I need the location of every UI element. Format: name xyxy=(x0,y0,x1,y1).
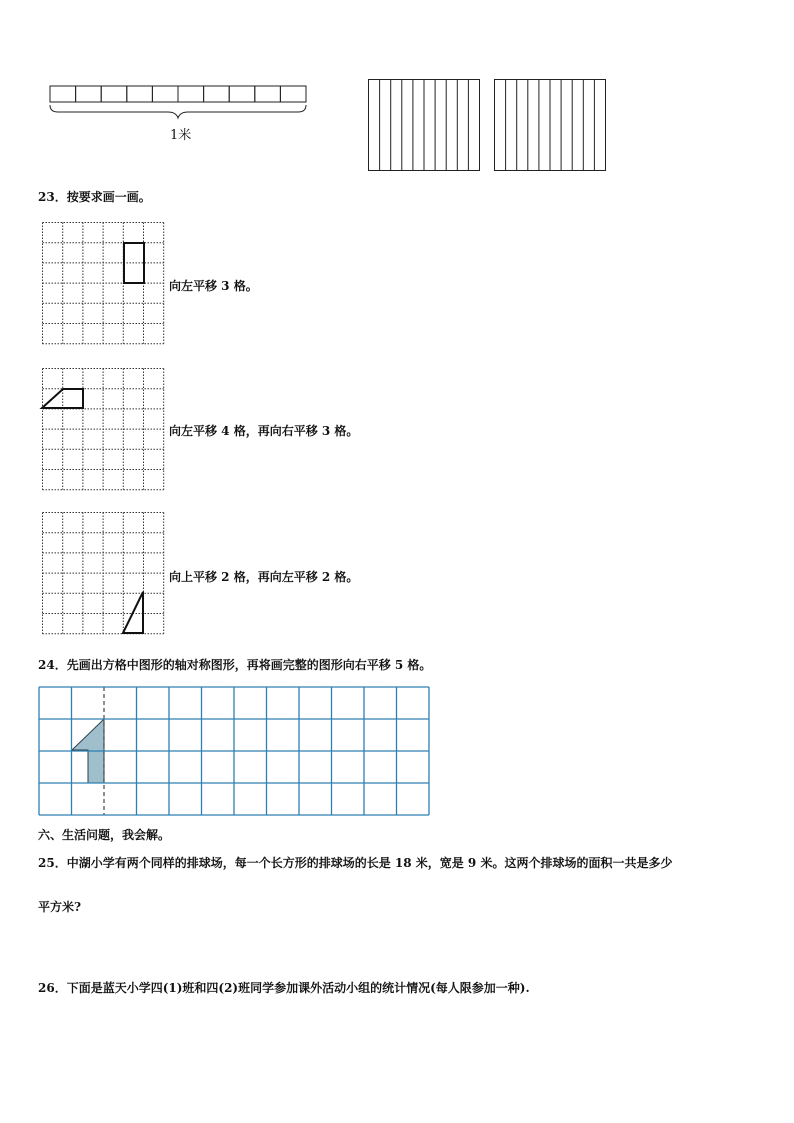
q25-line1: 25．中湖小学有两个同样的排球场，每一个长方形的排球场的长是 18 米，宽是 9 米。这两个排球场的面积一共是多少 xyxy=(38,856,673,870)
q23-grid-1 xyxy=(42,222,166,346)
q25-line2: 平方米? xyxy=(38,900,82,914)
q23-instruction-2: 向左平移 4 格，再向右平移 3 格。 xyxy=(169,424,359,438)
stripe-square-right xyxy=(494,79,606,171)
strip-cell xyxy=(255,86,281,102)
q23-instruction-1: 向左平移 3 格。 xyxy=(169,279,258,293)
stripe-square-left xyxy=(368,79,480,171)
triangle-shape xyxy=(123,592,143,633)
strip-cell xyxy=(76,86,102,102)
strip-cell xyxy=(152,86,178,102)
meter-label: 1米 xyxy=(170,128,192,143)
strip-cell xyxy=(204,86,230,102)
strip-cell xyxy=(178,86,204,102)
q23-title: 23．按要求画一画。 xyxy=(38,190,151,204)
strip-cell xyxy=(229,86,255,102)
q23-grid-2 xyxy=(42,368,166,492)
brace xyxy=(50,105,306,118)
strip-cell xyxy=(101,86,127,102)
q24-title: 24．先画出方格中图形的轴对称图形，再将画完整的图形向右平移 5 格。 xyxy=(38,658,432,672)
q25-text xyxy=(38,841,753,929)
q23-instruction-3: 向上平移 2 格，再向左平移 2 格。 xyxy=(169,570,359,584)
section6-title: 六、生活问题，我会解。 xyxy=(38,828,171,842)
strip-cell xyxy=(280,86,306,102)
q23-grid-3 xyxy=(42,512,166,636)
strip-cell xyxy=(50,86,76,102)
q26-text: 26．下面是蓝天小学四(1)班和四(2)班同学参加课外活动小组的统计情况(每人限参加一种). xyxy=(38,981,530,995)
q24-grid xyxy=(38,686,432,818)
strip-cell xyxy=(127,86,153,102)
